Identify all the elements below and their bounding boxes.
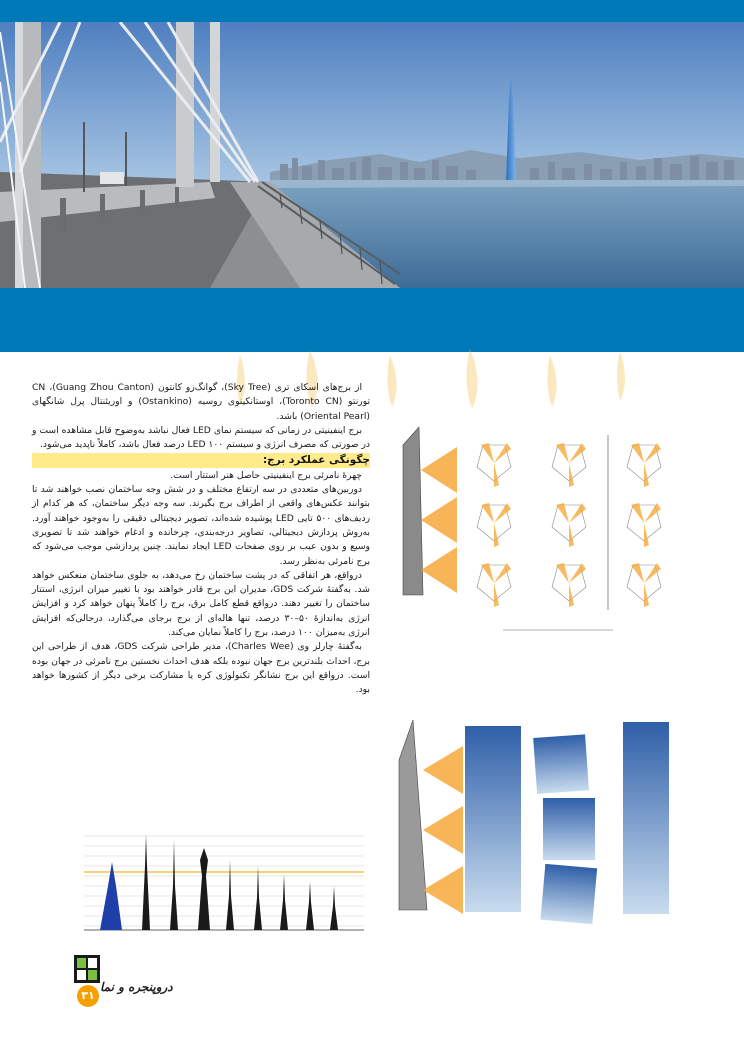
led-panel-diagram	[393, 710, 693, 944]
paragraph-charles-wee: به‌گفتهٔ چارلز وی (Charles Wee)، مدیر طراحی شرکت GDS، هدف از طراحی این برج، احداث بلندترین برج جهان نبوده بلکه هدف احداث نخستین برج نامرئی در جهان بوده است. درواقع این برج نشانگر تکنولوژی کره یا مشارکت برخی دیگر از کشورها خواهد بود.	[32, 641, 370, 696]
article-body	[32, 381, 370, 698]
camera-placement-diagram	[393, 415, 693, 649]
paragraph-reflection: درواقع، هر اتفاقی که در پشت ساختمان رخ می‌دهد، به جلوی ساختمان منعکس خواهد شد. به‌گفتهٔ شرکت GDS، مدیران این برج قادر خواهند بود با تغییر میزان انرژی، استتار ساختمان را تغییر دهند. درواقع قطع کامل برق، برج را کاملاً پنهان خواهد کرد و افزایش انرژی به‌اندازهٔ ۵۰–۳۰ درصد، تنها هاله‌ای از برج برجای می‌گذارد، درحالی‌که افزایش انرژی به‌میزان ۱۰۰ درصد، برج را کاملاً نمایان می‌کند.	[32, 569, 370, 639]
top-color-strip	[0, 0, 744, 22]
magazine-logo-icon	[74, 955, 100, 987]
magazine-brand: دروپنجره و نما	[100, 980, 173, 994]
page-number: ۳۱	[77, 985, 99, 1007]
title-band	[0, 288, 744, 352]
tower-height-comparison-figure	[74, 826, 370, 946]
paragraph-led-visibility: برج اینفینیتی در زمانی که سیستم نمای LED فعال نباشد به‌وضوح قابل مشاهده است و در صورتی که مصرف انرژی و سیستم LED ۱۰۰ درصد فعال باشد، کاملاً ناپدید می‌شود.	[32, 424, 370, 451]
paragraph-cameras: دوربین‌های متعددی در سه ارتفاع مختلف و در شش وجه ساختمان نصب خواهند شد تا بتوانند عکس‌های واقعی از اطراف برج بگیرند. سه وجه دیگر ساختمان، که هر کدام از ردیف‌های ۵۰۰ تایی LED پوشیده شده‌اند، تصویر دیجیتالی دقیقی را به‌وجود خواهند آورد. به‌روش پردازش دیجیتالی، تصاویر درجه‌بندی، چرخانده و ادغام خواهند شد تا تصویری وسیع و بدون عیب بر روی صفحات LED ایجاد نمایند. چنین پردازشی موجب می‌شود که برج نامرئی به‌نظر رسد.	[32, 484, 371, 567]
hero-photo-bridge-city	[0, 22, 744, 288]
paragraph-camouflage: چهرهٔ نامرئی برج اینفینیتی حاصل هنر استتار است.	[170, 469, 362, 481]
section-heading: چگونگی عملکرد برج:	[32, 453, 370, 467]
paragraph-towers: از برج‌های اسکای تری (Sky Tree)، گوانگ‌زو کانتون (Guang Zhou Canton)، CN تورنتو (Toronto CN)، اوستانکینوی روسیه (Ostankino) و اوریئنتال پرل شانگهای (Oriental Pearl) باشد.	[32, 382, 370, 422]
